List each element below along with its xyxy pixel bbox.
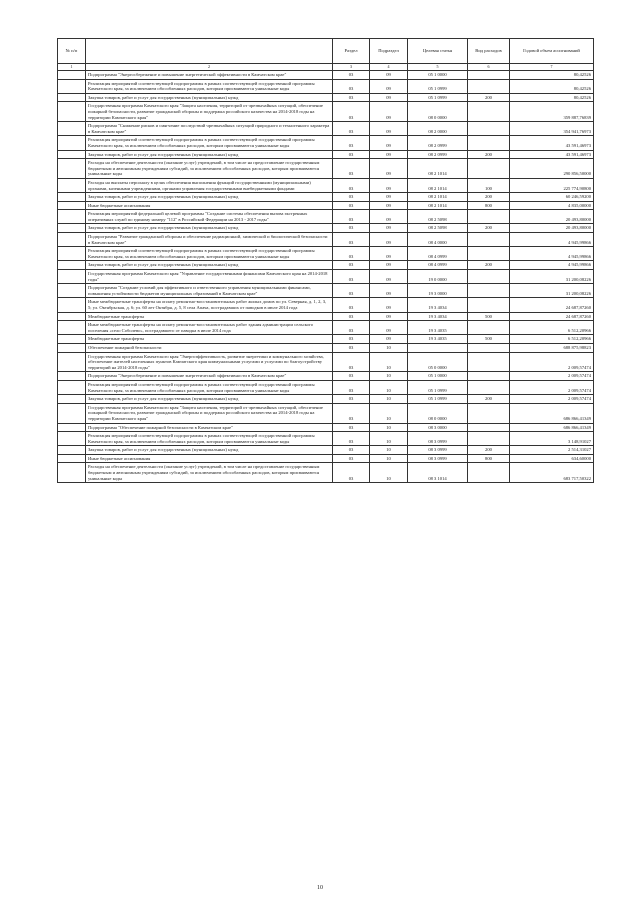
cell-razdel: 03 [333,312,370,321]
cell-razdel: 03 [333,193,370,202]
header-vr: Вид расходов [468,39,510,64]
cell-podrazdel: 09 [370,312,408,321]
cell-sum: 2 009,57474 [510,372,594,381]
cell-no [58,233,86,247]
cell-podrazdel: 09 [370,150,408,159]
cell-sum: 686 866,41349 [510,423,594,432]
cell-no [58,71,86,80]
cell-sum: 31 200,08226 [510,284,594,298]
table-row [58,136,594,150]
table-row [58,102,594,122]
cell-vr: 200 [468,93,510,102]
cell-razdel: 03 [333,247,370,261]
cell-sum: 359 887,76839 [510,102,594,122]
cell-sum: 60 246,59200 [510,193,594,202]
cell-podrazdel: 09 [370,136,408,150]
header-no: № п/п [58,39,86,64]
cell-sum: 80,42526 [510,93,594,102]
cell-razdel: 03 [333,102,370,122]
cell-csr [408,343,468,352]
cell-podrazdel: 09 [370,335,408,344]
cell-name: Реализация мероприятий соответствующей подпрограммы в рамках соответствующей государственной программы Камчатского края, за исключением обособленных расходов, которым присваиваются уникальные коды [86,380,333,394]
cell-csr: 05 0 0000 [408,352,468,372]
cell-podrazdel: 09 [370,201,408,210]
cell-razdel: 03 [333,454,370,463]
cell-vr: 200 [468,224,510,233]
cell-csr: 19 0 0000 [408,270,468,284]
colnum: 6 [468,64,510,71]
cell-no [58,159,86,179]
cell-razdel: 03 [333,79,370,93]
cell-name: Иные межбюджетные трансферты на оплату ремонтно-восстановительных работ жилых домов по ул. Северная, д. 1, 2, 3, 5; ул. Октябрьская, д. 6; ул. 60 лет Октября, д. 5, 8 села Апача, пострадавших от паводков в июле 2014 года [86,298,333,312]
cell-no [58,247,86,261]
cell-csr: 08 4 0999 [408,247,468,261]
cell-sum: 4 945,99866 [510,261,594,270]
cell-sum: 3 148,91027 [510,432,594,446]
cell-razdel: 03 [333,463,370,483]
table-row [58,423,594,432]
cell-vr: 500 [468,335,510,344]
cell-no [58,403,86,423]
cell-vr [468,122,510,136]
cell-csr: 08 2 0999 [408,136,468,150]
table-row [58,446,594,455]
cell-vr: 200 [468,193,510,202]
cell-vr [468,352,510,372]
cell-no [58,136,86,150]
colnum: 1 [58,64,86,71]
cell-no [58,261,86,270]
cell-razdel: 03 [333,298,370,312]
cell-csr: 08 3 0000 [408,423,468,432]
table-row [58,395,594,404]
cell-sum: 225 774,90800 [510,178,594,192]
cell-no [58,178,86,192]
cell-razdel: 03 [333,446,370,455]
table-row [58,93,594,102]
cell-name: Иные бюджетные ассигнования [86,201,333,210]
cell-name: Подпрограмма "Развитие гражданской обороны и обеспечение радиационной, химической и биологической безопасности в Камчатском крае" [86,233,333,247]
cell-razdel: 03 [333,261,370,270]
cell-podrazdel: 09 [370,93,408,102]
cell-name: Подпрограмма "Снижение рисков и смягчение последствий чрезвычайных ситуаций природного и техногенного характера в Камчатском крае" [86,122,333,136]
cell-razdel: 03 [333,93,370,102]
table-row [58,380,594,394]
cell-podrazdel: 09 [370,193,408,202]
cell-no [58,321,86,335]
cell-podrazdel: 09 [370,71,408,80]
cell-csr: 08 2 1014 [408,178,468,192]
cell-no [58,446,86,455]
cell-no [58,224,86,233]
table-header-row [58,39,594,64]
cell-name: Межбюджетные трансферты [86,335,333,344]
cell-vr [468,321,510,335]
cell-sum: 2 009,57474 [510,380,594,394]
cell-name: Реализация мероприятий соответствующей подпрограммы в рамках соответствующей государственной программы Камчатского края, за исключением обособленных расходов, которым присваиваются уникальные коды [86,136,333,150]
table-row [58,122,594,136]
cell-vr: 200 [468,395,510,404]
cell-sum: 20 493,80000 [510,210,594,224]
cell-csr: 08 3 1014 [408,463,468,483]
colnum: 2 [86,64,333,71]
cell-no [58,423,86,432]
table-row [58,454,594,463]
cell-name: Закупка товаров, работ и услуг для государственных (муниципальных) нужд [86,150,333,159]
table-row [58,201,594,210]
cell-podrazdel: 10 [370,380,408,394]
cell-razdel: 03 [333,136,370,150]
cell-sum: 2 514,31027 [510,446,594,455]
cell-name: Обеспечение пожарной безопасности [86,343,333,352]
header-name [86,39,333,64]
cell-razdel: 03 [333,343,370,352]
cell-name: Реализация мероприятий соответствующей подпрограммы в рамках соответствующей государственной программы Камчатского края, за исключением обособленных расходов, которым присваиваются уникальные коды [86,432,333,446]
cell-podrazdel: 09 [370,233,408,247]
cell-no [58,270,86,284]
cell-sum: 4 945,99866 [510,233,594,247]
cell-podrazdel: 09 [370,122,408,136]
cell-razdel: 03 [333,321,370,335]
cell-vr: 800 [468,201,510,210]
cell-vr: 800 [468,454,510,463]
cell-sum: 634,60000 [510,454,594,463]
cell-vr [468,270,510,284]
cell-csr: 05 1 0999 [408,93,468,102]
cell-name: Закупка товаров, работ и услуг для государственных (муниципальных) нужд [86,446,333,455]
cell-vr: 200 [468,150,510,159]
cell-podrazdel: 10 [370,446,408,455]
cell-razdel: 03 [333,210,370,224]
cell-vr [468,79,510,93]
cell-razdel: 03 [333,178,370,192]
cell-vr: 100 [468,178,510,192]
cell-name: Иные бюджетные ассигнования [86,454,333,463]
cell-razdel: 03 [333,372,370,381]
cell-vr [468,298,510,312]
cell-sum: 31 200,08226 [510,270,594,284]
colnum: 5 [408,64,468,71]
cell-sum: 43 591,46973 [510,136,594,150]
cell-razdel: 03 [333,150,370,159]
cell-razdel: 03 [333,270,370,284]
table-row [58,343,594,352]
cell-csr: 08 2 1014 [408,201,468,210]
cell-csr: 05 1 0000 [408,372,468,381]
cell-csr: 08 2 5098 [408,210,468,224]
cell-podrazdel: 10 [370,343,408,352]
cell-sum: 4 945,99866 [510,247,594,261]
cell-podrazdel: 10 [370,372,408,381]
cell-razdel: 03 [333,159,370,179]
cell-sum: 4 835,00000 [510,201,594,210]
header-csr: Целевая статья [408,39,468,64]
cell-no [58,463,86,483]
cell-no [58,122,86,136]
cell-sum: 6 512,20966 [510,321,594,335]
cell-no [58,380,86,394]
cell-name: Иные межбюджетные трансферты на оплату ремонтно-восстановительных работ здания администрации сельского поселения «село Соболево», пострадавшего от паводка в июле 2014 года [86,321,333,335]
cell-podrazdel: 09 [370,270,408,284]
cell-name: Подпрограмма "Энергосбережение и повышение энергетической эффективности в Камчатском крае" [86,71,333,80]
table-row [58,178,594,192]
cell-no [58,343,86,352]
cell-name: Расходы на обеспечение деятельности (оказание услуг) учреждений, в том числе на предоставление государственным бюджетным и автономным учреждениям субсидий, за исключением обособленных расходов, которым присваиваются уникальные коды [86,463,333,483]
cell-no [58,298,86,312]
cell-vr [468,102,510,122]
header-podrazdel: Подраздел [370,39,408,64]
cell-name: Государственная программа Камчатского края "Защита населения, территорий от чрезвычайных ситуаций, обеспечение пожарной безопасности, развитие гражданской обороны и поддержка российского казачества на 2014-2018 годы на территории Камчатского края" [86,102,333,122]
cell-sum: 2 009,57474 [510,395,594,404]
cell-name: Подпрограмма "Энергосбережение и повышение энергетической эффективности в Камчатском крае" [86,372,333,381]
cell-name: Реализация мероприятий соответствующей подпрограммы в рамках соответствующей государственной программы Камчатского края, за исключением обособленных расходов, которым присваиваются уникальные коды [86,79,333,93]
cell-csr: 08 4 0000 [408,233,468,247]
cell-sum: 354 941,76973 [510,122,594,136]
cell-razdel: 03 [333,380,370,394]
cell-podrazdel: 09 [370,284,408,298]
table-row [58,312,594,321]
cell-csr: 19 3 0000 [408,284,468,298]
cell-podrazdel: 09 [370,159,408,179]
cell-csr: 05 1 0999 [408,380,468,394]
cell-csr: 08 3 0999 [408,454,468,463]
cell-sum: 80,42526 [510,79,594,93]
cell-vr [468,136,510,150]
cell-razdel: 03 [333,122,370,136]
cell-no [58,102,86,122]
cell-no [58,335,86,344]
cell-razdel: 03 [333,284,370,298]
table-row [58,372,594,381]
column-number-row [58,64,594,71]
cell-csr: 08 3 0999 [408,432,468,446]
table-row [58,233,594,247]
cell-name: Государственная программа Камчатского края "Управление государственными финансами Камчатского края на 2014-2018 годы" [86,270,333,284]
table-row [58,193,594,202]
table-row [58,159,594,179]
cell-vr [468,423,510,432]
cell-name: Подпрограмма "Создание условий для эффективного и ответственного управления муниципальными финансами, повышения устойчивости бюджетов муниципальных образований в Камчатском крае" [86,284,333,298]
cell-name: Расходы на обеспечение деятельности (оказание услуг) учреждений, в том числе на предоставление государственным бюджетным и автономным учреждениям субсидий, за исключением обособленных расходов, которым присваиваются уникальные коды [86,159,333,179]
cell-vr [468,432,510,446]
cell-razdel: 03 [333,201,370,210]
cell-no [58,432,86,446]
cell-vr [468,210,510,224]
cell-csr: 08 2 1014 [408,159,468,179]
colnum: 3 [333,64,370,71]
cell-no [58,454,86,463]
table-row [58,270,594,284]
cell-no [58,79,86,93]
cell-no [58,93,86,102]
cell-podrazdel: 10 [370,454,408,463]
cell-podrazdel: 10 [370,423,408,432]
table-row [58,210,594,224]
cell-vr [468,159,510,179]
cell-podrazdel: 09 [370,210,408,224]
cell-csr: 19 3 4035 [408,321,468,335]
table-row [58,284,594,298]
cell-no [58,312,86,321]
cell-sum: 43 591,46973 [510,150,594,159]
colnum: 7 [510,64,594,71]
cell-vr: 200 [468,261,510,270]
table-row [58,403,594,423]
cell-name: Закупка товаров, работ и услуг для государственных (муниципальных) нужд [86,93,333,102]
cell-podrazdel: 09 [370,102,408,122]
cell-name: Закупка товаров, работ и услуг для государственных (муниципальных) нужд [86,193,333,202]
cell-podrazdel: 09 [370,224,408,233]
cell-name: Межбюджетные трансферты [86,312,333,321]
cell-razdel: 03 [333,224,370,233]
cell-no [58,395,86,404]
cell-podrazdel: 09 [370,261,408,270]
cell-vr [468,372,510,381]
cell-name: Закупка товаров, работ и услуг для государственных (муниципальных) нужд [86,261,333,270]
cell-csr: 05 1 0000 [408,71,468,80]
table-row [58,352,594,372]
cell-sum: 688 875,98823 [510,343,594,352]
cell-podrazdel: 09 [370,178,408,192]
cell-razdel: 03 [333,432,370,446]
cell-csr: 08 2 1014 [408,193,468,202]
table-row [58,463,594,483]
cell-vr [468,463,510,483]
cell-vr [468,380,510,394]
cell-csr: 08 2 5098 [408,224,468,233]
cell-sum: 290 856,50000 [510,159,594,179]
table-row [58,79,594,93]
cell-csr: 08 0 0000 [408,102,468,122]
header-sum: Годовой объем ассигнований [510,39,594,64]
cell-name: Государственная программа Камчатского края "Защита населения, территорий от чрезвычайных ситуаций, обеспечение пожарной безопасности, развитие гражданской обороны и поддержка российского казачества на 2014-2018 годы на территории Камчатского края" [86,403,333,423]
cell-name: Закупка товаров, работ и услуг для государственных (муниципальных) нужд [86,224,333,233]
cell-csr: 19 3 4034 [408,298,468,312]
cell-sum: 683 717,50322 [510,463,594,483]
cell-podrazdel: 10 [370,463,408,483]
table-row [58,150,594,159]
cell-no [58,210,86,224]
document-page [57,38,593,483]
cell-csr: 08 2 0999 [408,150,468,159]
cell-csr: 08 3 0999 [408,446,468,455]
table-body [58,71,594,483]
cell-sum: 24 687,87260 [510,298,594,312]
cell-no [58,352,86,372]
cell-vr [468,71,510,80]
cell-name: Государственная программа Камчатского края "Энергоэффективность, развитие энергетики и коммунального хозяйства, обеспечение жителей населенных пунктов Камчатского края коммунальными услугами и услугами по благоустройству территорий на 2014-2018 годы" [86,352,333,372]
cell-razdel: 03 [333,352,370,372]
table-row [58,335,594,344]
table-row [58,432,594,446]
cell-csr: 19 3 4034 [408,312,468,321]
table-row [58,298,594,312]
cell-vr [468,233,510,247]
cell-no [58,193,86,202]
cell-podrazdel: 09 [370,247,408,261]
cell-name: Закупка товаров, работ и услуг для государственных (муниципальных) нужд [86,395,333,404]
cell-csr: 08 0 0000 [408,403,468,423]
cell-vr [468,343,510,352]
cell-csr: 05 1 0999 [408,395,468,404]
colnum: 4 [370,64,408,71]
cell-podrazdel: 09 [370,298,408,312]
cell-podrazdel: 10 [370,395,408,404]
cell-razdel: 03 [333,395,370,404]
cell-no [58,150,86,159]
table-row [58,261,594,270]
cell-podrazdel: 10 [370,352,408,372]
cell-csr: 05 1 0999 [408,79,468,93]
cell-sum: 24 687,87260 [510,312,594,321]
cell-sum: 2 009,57474 [510,352,594,372]
cell-csr: 19 3 4035 [408,335,468,344]
cell-sum: 80,42526 [510,71,594,80]
header-razdel: Раздел [333,39,370,64]
cell-razdel: 03 [333,403,370,423]
cell-razdel: 03 [333,71,370,80]
cell-name: Реализация мероприятий соответствующей подпрограммы в рамках соответствующей государственной программы Камчатского края, за исключением обособленных расходов, которым присваиваются уникальные коды [86,247,333,261]
cell-sum: 686 866,41349 [510,403,594,423]
cell-no [58,201,86,210]
cell-csr: 08 2 0000 [408,122,468,136]
cell-sum: 20 493,80000 [510,224,594,233]
budget-table [57,38,594,483]
table-row [58,321,594,335]
cell-no [58,284,86,298]
cell-podrazdel: 09 [370,79,408,93]
cell-razdel: 03 [333,335,370,344]
table-row [58,71,594,80]
cell-vr: 500 [468,312,510,321]
page-number: 10 [317,885,323,891]
cell-razdel: 03 [333,423,370,432]
cell-podrazdel: 10 [370,403,408,423]
cell-razdel: 03 [333,233,370,247]
cell-name: Подпрограмма "Обеспечение пожарной безопасности в Камчатском крае" [86,423,333,432]
cell-vr [468,284,510,298]
table-row [58,247,594,261]
cell-vr [468,403,510,423]
cell-csr: 08 4 0999 [408,261,468,270]
cell-podrazdel: 09 [370,321,408,335]
cell-vr [468,247,510,261]
cell-name: Реализация мероприятий федеральной целевой программы "Создание системы обеспечения вызова экстренных оперативных служб по единому номеру "112" в Российской Федерации на 2013 - 2017 годы" [86,210,333,224]
cell-name: Расходы на выплаты персоналу в целях обеспечения выполнения функций государственными (муниципальными) органами, казенными учреждениями, органами управления государственными внебюджетными фондами [86,178,333,192]
cell-sum: 6 512,20966 [510,335,594,344]
table-row [58,224,594,233]
cell-vr: 200 [468,446,510,455]
cell-no [58,372,86,381]
cell-podrazdel: 10 [370,432,408,446]
